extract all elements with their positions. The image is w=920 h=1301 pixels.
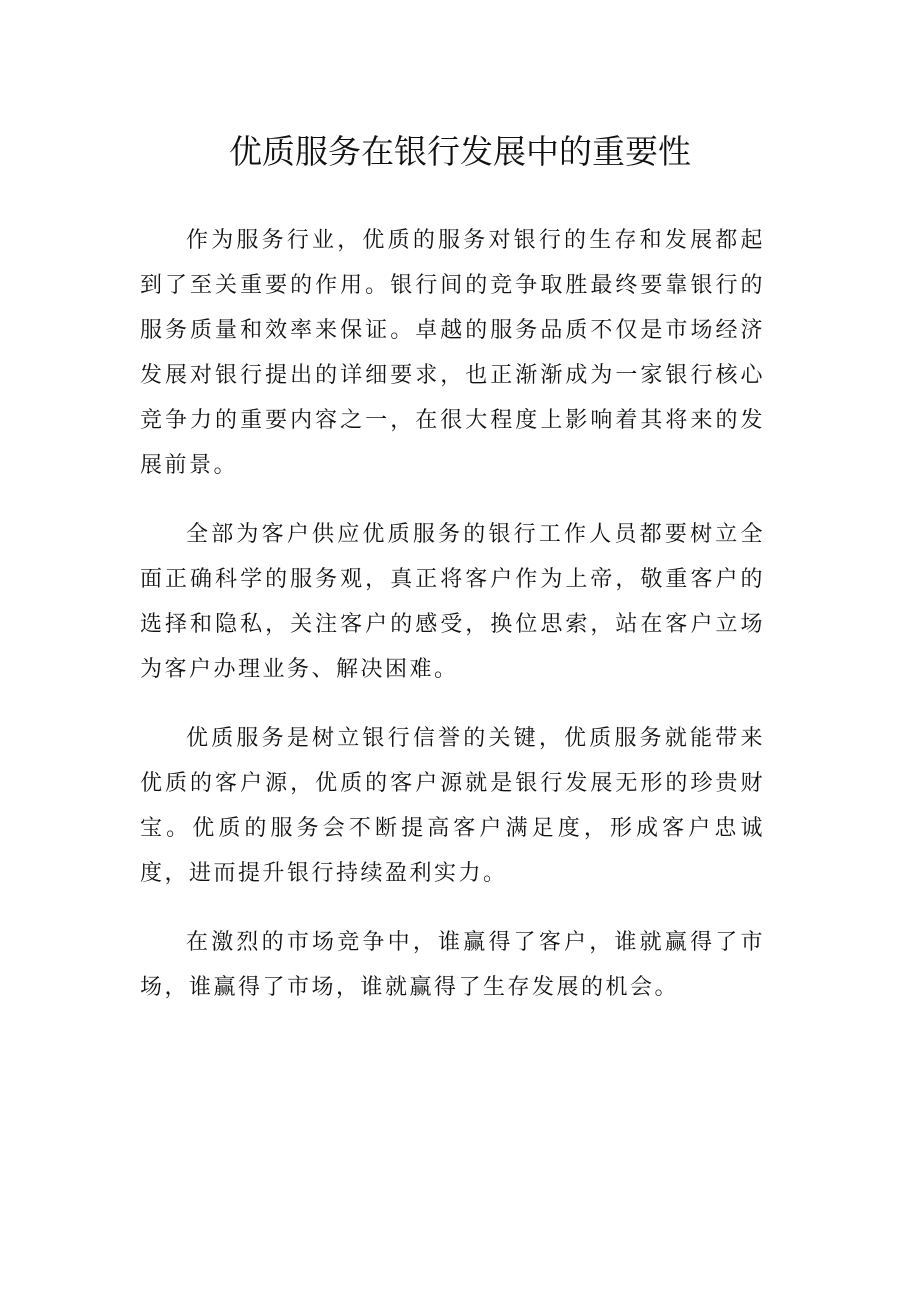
document-title: 优质服务在银行发展中的重要性 (229, 132, 691, 171)
paragraph-4: 在激烈的市场竞争中，谁赢得了客户，谁就赢得了市场，谁赢得了市场，谁就赢得了生存发展的机会。 (140, 930, 765, 1000)
paragraph-1: 作为服务行业，优质的服务对银行的生存和发展都起到了至关重要的作用。银行间的竞争取胜最终要靠银行的服务质量和效率来保证。卓越的服务品质不仅是市场经济发展对银行提出的详细要求，也正渐渐成为一家银行核心竞争力的重要内容之一，在很大程度上影响着其将来的发展前景。 (140, 228, 765, 478)
document-body (140, 218, 765, 1034)
paragraph-2: 全部为客户供应优质服务的银行工作人员都要树立全面正确科学的服务观，真正将客户作为上帝，敬重客户的选择和隐私，关注客户的感受，换位思索，站在客户立场为客户办理业务、解决困难。 (140, 522, 765, 682)
paragraph-3: 优质服务是树立银行信誉的关键，优质服务就能带来优质的客户源，优质的客户源就是银行发展无形的珍贵财宝。优质的服务会不断提高客户满足度，形成客户忠诚度，进而提升银行持续盈利实力。 (140, 726, 765, 886)
